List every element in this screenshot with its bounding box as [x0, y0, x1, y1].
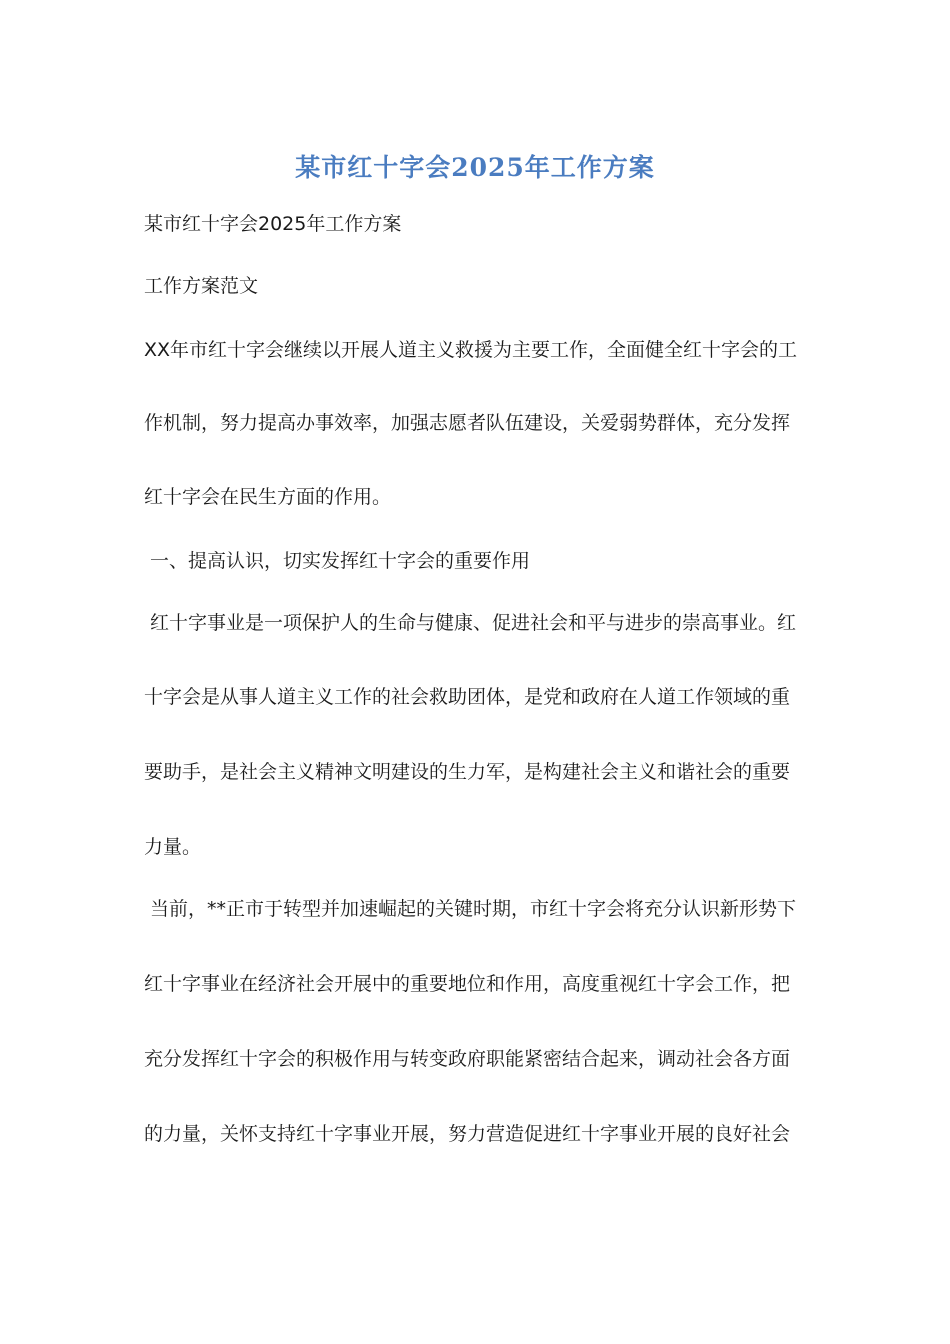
section-label: 工作方案范文 — [144, 275, 259, 297]
paragraph-line: 的力量，关怀支持红十字事业开展，努力营造促进红十字事业开展的良好社会 — [144, 1123, 791, 1145]
paragraph-line: 红十字会在民生方面的作用。 — [144, 486, 392, 508]
paragraph-line: 作机制，努力提高办事效率，加强志愿者队伍建设，关爱弱势群体，充分发挥 — [144, 412, 791, 434]
paragraph-line: XX年市红十字会继续以开展人道主义救援为主要工作，全面健全红十字会的工 — [144, 339, 798, 361]
paragraph-line: 要助手，是社会主义精神文明建设的生力军，是构建社会主义和谐社会的重要 — [144, 761, 791, 783]
paragraph-line: 红十字事业在经济社会开展中的重要地位和作用，高度重视红十字会工作，把 — [144, 973, 791, 995]
paragraph-line: 力量。 — [144, 836, 202, 858]
paragraph-line: 当前，**正市于转型并加速崛起的关键时期，市红十字会将充分认识新形势下 — [144, 898, 797, 920]
paragraph-line: 充分发挥红十字会的积极作用与转变政府职能紧密结合起来，调动社会各方面 — [144, 1048, 791, 1070]
paragraph-line: 十字会是从事人道主义工作的社会救助团体，是党和政府在人道工作领域的重 — [144, 686, 791, 708]
document-title: 某市红十字会2025年工作方案 — [295, 153, 655, 182]
section-heading: 一、提高认识，切实发挥红十字会的重要作用 — [144, 550, 531, 572]
subtitle-line: 某市红十字会2025年工作方案 — [144, 213, 402, 235]
paragraph-line: 红十字事业是一项保护人的生命与健康、促进社会和平与进步的崇高事业。红 — [144, 612, 797, 634]
